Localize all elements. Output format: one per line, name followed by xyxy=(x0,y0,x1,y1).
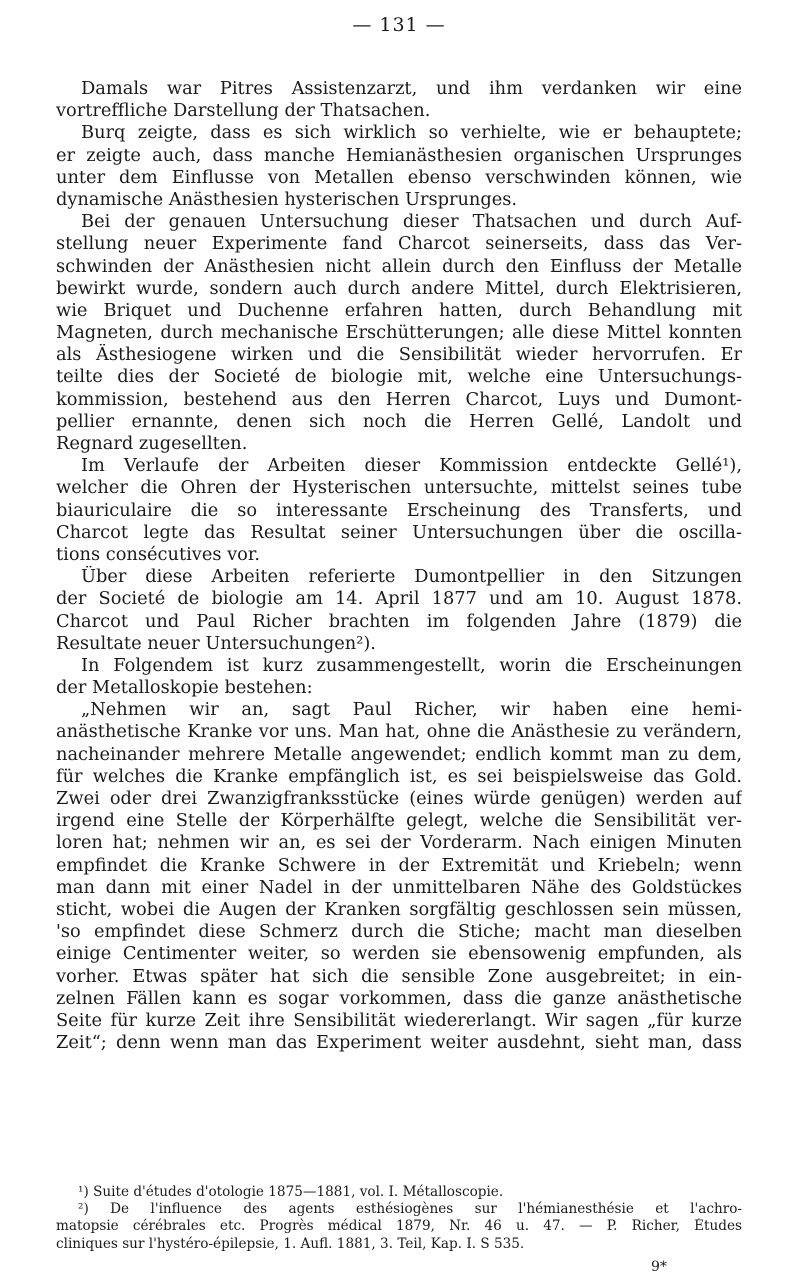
text-line: Zwei oder drei Zwanzigfranksstücke (eines würde genügen) werden auf xyxy=(56,788,742,809)
text-line: Burq zeigte, dass es sich wirklich so verhielte, wie er behauptete; xyxy=(81,122,742,144)
book-page xyxy=(56,0,742,1279)
page-number: — 131 — xyxy=(352,14,446,36)
text-line: Regnard zugesellten. xyxy=(56,433,248,454)
text-line: Resultate neuer Untersuchungen²). xyxy=(56,632,376,654)
text-line: Damals war Pitres Assistenzarzt, und ihm verdanken wir eine xyxy=(81,78,742,99)
text-line: vortreffliche Darstellung der Thatsachen. xyxy=(56,100,431,122)
footnote-line: matopsie cérébrales etc. Progrès médical 1879, Nr. 46 u. 47. — P. Richer, Études xyxy=(56,1218,742,1235)
text-line: unter dem Einflusse von Metallen ebenso verschwinden können, wie xyxy=(56,166,742,188)
footnotes xyxy=(56,1184,742,1253)
text-line: In Folgendem ist kurz zusammengestellt, worin die Erscheinungen xyxy=(81,654,742,676)
footnote-line: ²) De l'influence des agents esthésiogènes sur l'hémianesthésie et l'achro- xyxy=(78,1201,742,1218)
text-line: Bei der genauen Untersuchung dieser Thatsachen und durch Auf- xyxy=(81,211,742,233)
text-line: der Societé de biologie am 14. April 1877 und am 10. August 1878. xyxy=(56,588,742,610)
signature-mark: 9* xyxy=(651,1259,667,1275)
text-line: welcher die Ohren der Hysterischen untersuchte, mittelst seines tube xyxy=(56,477,742,499)
text-line: man dann mit einer Nadel in der unmittelbaren Nähe des Goldstückes xyxy=(56,876,742,898)
text-line: der Metalloskopie bestehen: xyxy=(56,677,313,699)
text-line: Im Verlaufe der Arbeiten dieser Kommission entdeckte Gellé¹), xyxy=(81,455,742,477)
text-line: für welches die Kranke empfänglich ist, es sei beispielsweise das Gold. xyxy=(56,765,742,787)
text-line: teilte dies der Societé de biologie mit, welche eine Untersuchungs- xyxy=(56,366,742,388)
footnote-line: cliniques sur l'hystéro-épilepsie, 1. Aufl. 1881, 3. Teil, Kap. I. S 535. xyxy=(56,1235,525,1252)
text-line: „Nehmen wir an, sagt Paul Richer, wir haben eine hemi- xyxy=(81,699,742,721)
text-line: pellier ernannte, denen sich noch die Herren Gellé, Landolt und xyxy=(56,410,742,432)
text-line: Seite für kurze Zeit ihre Sensibilität wiedererlangt. Wir sagen „für kurze xyxy=(56,1009,742,1031)
text-line: einige Centimenter weiter, so werden sie ebensowenig empfunden, als xyxy=(56,943,742,965)
text-line: Magneten, durch mechanische Erschütterungen; alle diese Mittel konnten xyxy=(56,322,742,344)
text-line: sticht, wobei die Augen der Kranken sorgfältig geschlossen sein müssen, xyxy=(56,898,742,920)
text-line: kommission, bestehend aus den Herren Charcot, Luys und Dumont- xyxy=(56,388,742,410)
text-line: vorher. Etwas später hat sich die sensible Zone ausgebreitet; in ein- xyxy=(56,965,742,987)
text-line: nacheinander mehrere Metalle angewendet; endlich kommt man zu dem, xyxy=(56,743,742,765)
body-text xyxy=(56,78,742,1054)
text-line: bewirkt wurde, sondern auch durch andere Mittel, durch Elektrisieren, xyxy=(56,277,742,299)
text-line: er zeigte auch, dass manche Hemianästhesien organischen Ursprunges xyxy=(56,144,742,166)
text-line: loren hat; nehmen wir an, es sei der Vorderarm. Nach einigen Minuten xyxy=(56,832,742,854)
text-line: Charcot und Paul Richer brachten im folgenden Jahre (1879) die xyxy=(56,610,742,632)
text-line: tions consécutives vor. xyxy=(56,543,261,565)
footnote-line: ¹) Suite d'études d'otologie 1875—1881, vol. I. Métalloscopie. xyxy=(78,1184,504,1200)
text-line: biauriculaire die so interessante Erscheinung des Transferts, und xyxy=(56,499,742,521)
text-line: zelnen Fällen kann es sogar vorkommen, dass die ganze anästhetische xyxy=(56,987,742,1009)
text-line: als Ästhesiogene wirken und die Sensibilität wieder hervorrufen. Er xyxy=(56,344,742,366)
text-line: empfindet die Kranke Schwere in der Extremität und Kriebeln; wenn xyxy=(56,854,742,876)
text-line: Charcot legte das Resultat seiner Untersuchungen über die oscilla- xyxy=(56,521,742,543)
text-line: irgend eine Stelle der Körperhälfte gelegt, welche die Sensibilität ver- xyxy=(56,810,742,832)
text-line: schwinden der Anästhesien nicht allein durch den Einfluss der Metalle xyxy=(56,255,742,277)
text-line: dynamische Anästhesien hysterischen Ursprunges. xyxy=(56,188,518,210)
text-line: Über diese Arbeiten referierte Dumontpellier in den Sitzungen xyxy=(81,566,742,588)
text-line: stellung neuer Experimente fand Charcot seinerseits, dass das Ver- xyxy=(56,233,742,255)
text-line: 'so empfindet diese Schmerz durch die Stiche; macht man dieselben xyxy=(56,921,742,943)
text-line: anästhetische Kranke vor uns. Man hat, ohne die Anästhesie zu verändern, xyxy=(56,721,742,743)
text-line: Zeit“; denn wenn man das Experiment weiter ausdehnt, sieht man, dass xyxy=(56,1032,742,1054)
text-line: wie Briquet und Duchenne erfahren hatten, durch Behandlung mit xyxy=(56,299,742,321)
